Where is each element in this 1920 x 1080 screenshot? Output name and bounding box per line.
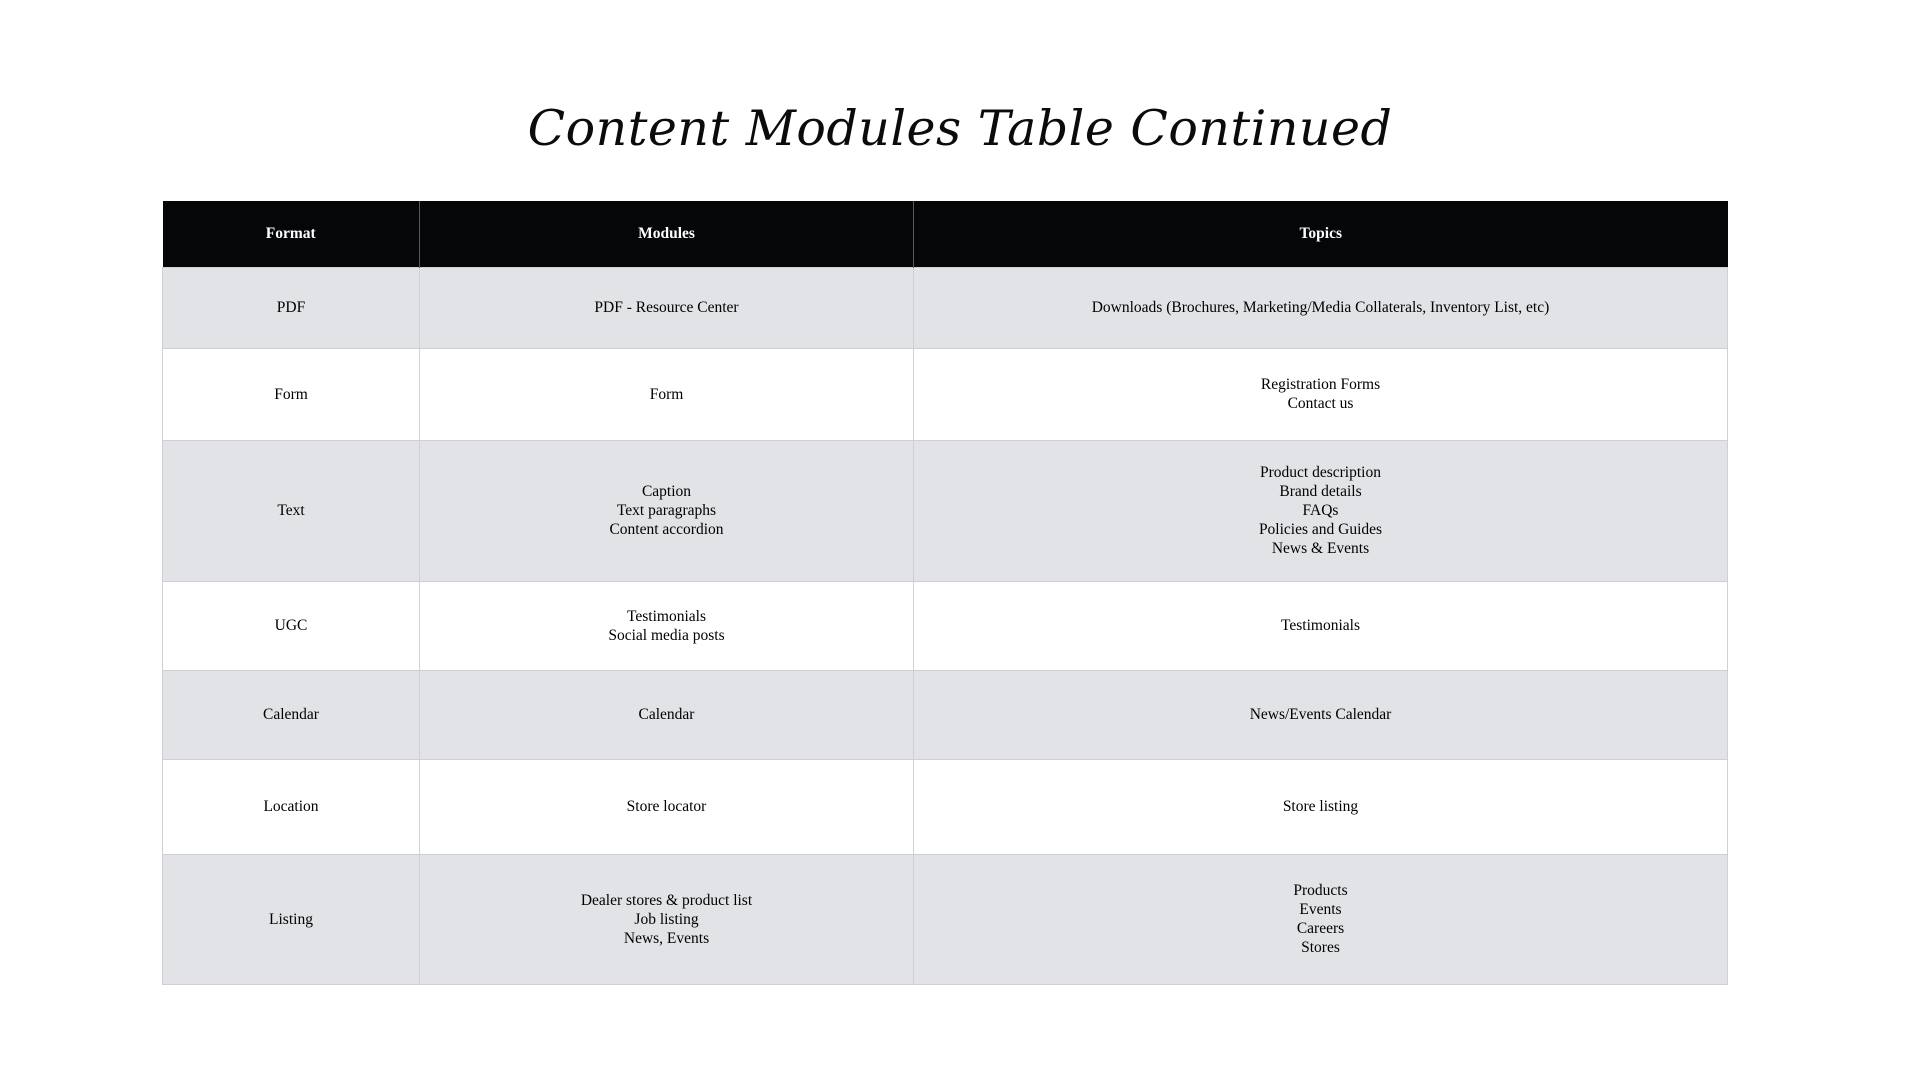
- cell-modules: [420, 267, 914, 348]
- module-item: Calendar: [638, 706, 695, 723]
- cell-topics: [914, 670, 1728, 759]
- cell-topics: [914, 759, 1728, 854]
- cell-modules: [420, 440, 914, 581]
- cell-topics: [914, 348, 1728, 440]
- header-topics: Topics: [1299, 224, 1342, 242]
- cell-format: Form: [163, 348, 420, 440]
- cell-modules: [420, 854, 914, 984]
- table-header-row: [163, 201, 1728, 267]
- module-item: Store locator: [626, 798, 707, 815]
- content-modules-table: [162, 201, 1728, 985]
- cell-format: Listing: [163, 854, 420, 984]
- topic-item: Testimonials: [1281, 617, 1360, 634]
- cell-topics: [914, 854, 1728, 984]
- module-item: Text paragraphs: [616, 502, 717, 519]
- cell-format: Text: [163, 440, 420, 581]
- table-row: [163, 670, 1728, 759]
- topic-item: Downloads (Brochures, Marketing/Media Collaterals, Inventory List, etc): [1091, 299, 1550, 316]
- module-item: Caption: [641, 483, 692, 500]
- header-modules: Modules: [420, 201, 914, 267]
- table-row: [163, 440, 1728, 581]
- table-row: [163, 759, 1728, 854]
- module-item: Form: [649, 385, 684, 403]
- topic-item: Policies and Guides: [1258, 521, 1383, 538]
- topic-item: Registration Forms: [1260, 376, 1381, 393]
- topic-item: Stores: [1301, 939, 1340, 956]
- cell-format: Calendar: [163, 670, 420, 759]
- cell-topics: [914, 581, 1728, 670]
- cell-format: PDF: [163, 267, 420, 348]
- cell-format: UGC: [163, 581, 420, 670]
- topic-item: Store listing: [1282, 798, 1359, 815]
- topic-item: Product description: [1260, 464, 1381, 481]
- topic-item: Careers: [1296, 920, 1345, 937]
- topic-item: Contact us: [1287, 395, 1354, 412]
- cell-modules: [420, 670, 914, 759]
- module-item: Testimonials: [627, 607, 706, 625]
- cell-modules: [420, 759, 914, 854]
- module-item: PDF - Resource Center: [594, 299, 739, 316]
- topic-item: FAQs: [1302, 502, 1339, 519]
- module-item: Dealer stores & product list: [580, 891, 753, 909]
- table-row: [163, 267, 1728, 348]
- page-title: Content Modules Table Continued: [527, 100, 1393, 157]
- cell-modules: [420, 348, 914, 440]
- module-item: Social media posts: [608, 626, 725, 644]
- topic-item: Events: [1299, 901, 1342, 918]
- topic-item: News & Events: [1271, 540, 1370, 557]
- cell-modules: [420, 581, 914, 670]
- module-item: Job listing: [634, 910, 699, 928]
- topic-item: News/Events Calendar: [1249, 706, 1392, 723]
- module-item: News, Events: [623, 929, 710, 947]
- topic-item: Products: [1293, 882, 1348, 899]
- content-modules-table-container: [162, 201, 1727, 985]
- topic-item: Brand details: [1279, 483, 1362, 500]
- cell-topics: [914, 440, 1728, 581]
- table-row: [163, 581, 1728, 670]
- cell-topics: [914, 267, 1728, 348]
- cell-format: Location: [163, 759, 420, 854]
- header-format: Format: [163, 201, 420, 267]
- table-row: [163, 348, 1728, 440]
- module-item: Content accordion: [609, 521, 724, 538]
- table-row: [163, 854, 1728, 984]
